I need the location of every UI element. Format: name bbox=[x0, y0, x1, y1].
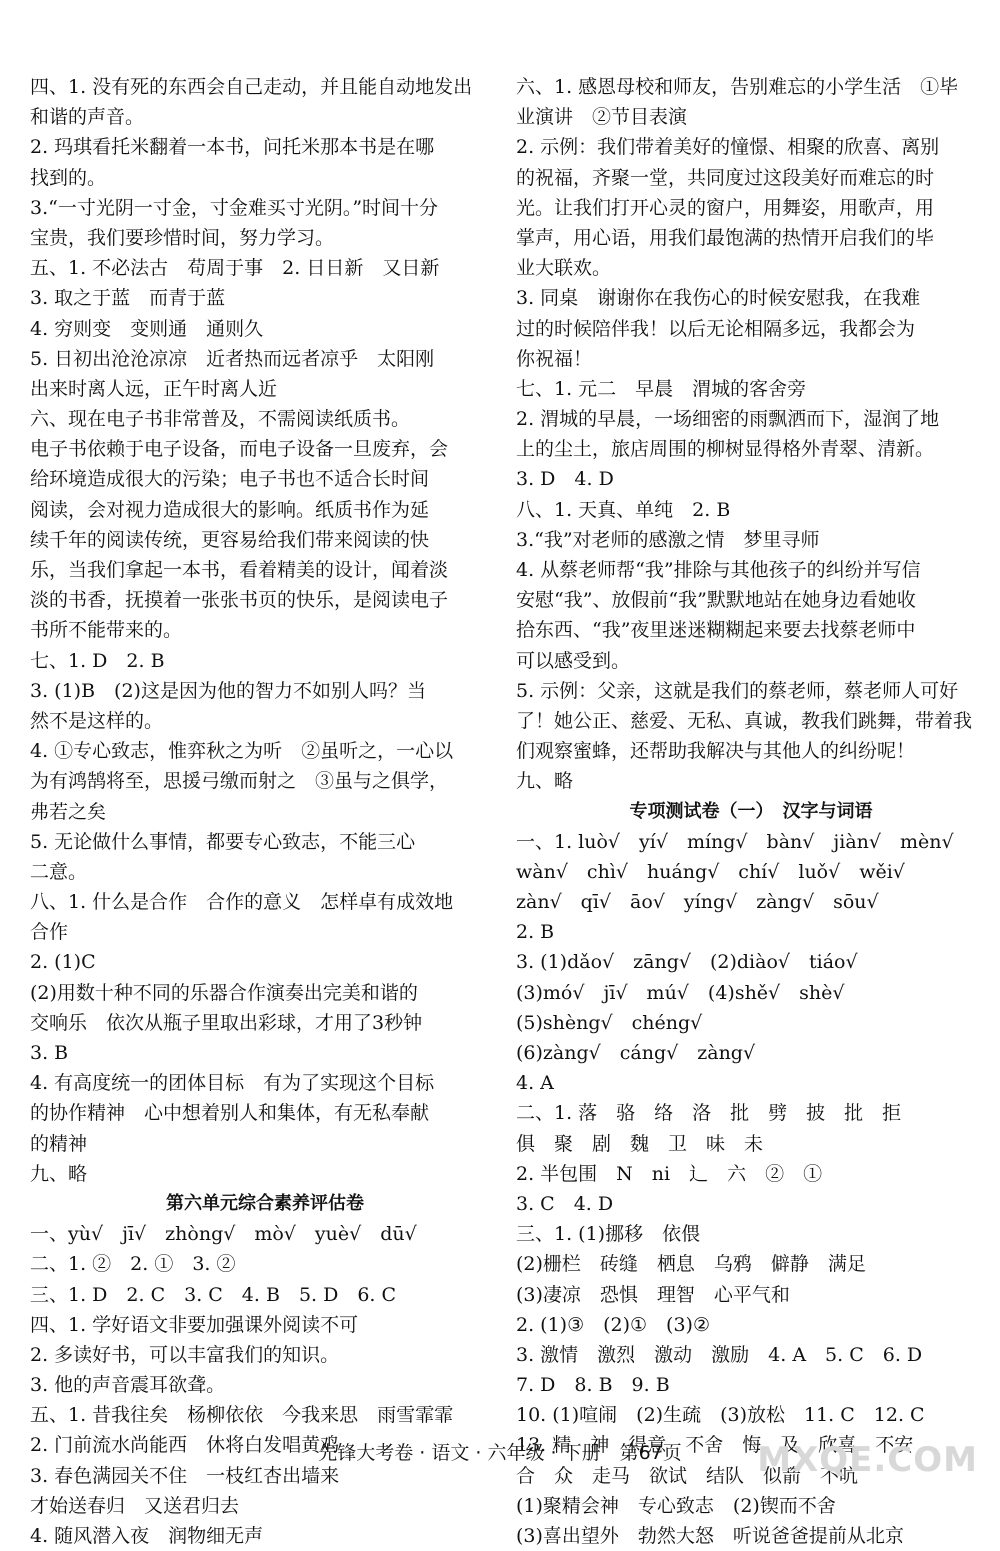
text-line: wàn√ chì√ huáng√ chí√ luǒ√ wěi√ bbox=[516, 860, 905, 883]
text-line: 二、1. 落 骆 络 洛 批 劈 披 批 拒 bbox=[516, 1102, 902, 1125]
text-line: 光。让我们打开心灵的窗户，用舞姿，用歌声，用 bbox=[516, 196, 935, 219]
text-line: 五、1. 昔我往矣 杨柳依依 今我来思 雨雪霏霏 bbox=[30, 1404, 454, 1427]
text-line: 过的时候陪伴我！以后无论相隔多远，我都会为 bbox=[516, 317, 916, 340]
text-line: 2. (1)③ (2)① (3)② bbox=[516, 1313, 711, 1336]
text-line: 3.“一寸光阴一寸金，寸金难买寸光阴。”时间十分 bbox=[30, 196, 439, 219]
text-line: 四、1. 没有死的东西会自己走动，并且能自动地发出 bbox=[30, 76, 473, 98]
text-line: 乐，当我们拿起一本书，看着精美的设计，闻着淡 bbox=[30, 559, 449, 581]
text-line: 书所不能带来的。 bbox=[30, 619, 183, 642]
text-line: 然不是这样的。 bbox=[30, 709, 164, 732]
text-line: (3)凄凉 恐惧 理智 心平气和 bbox=[516, 1283, 790, 1306]
text-line: 一、1. luò√ yí√ míng√ bàn√ jiàn√ mèn√ bbox=[516, 830, 954, 853]
text-line: 3. 他的声音震耳欲聋。 bbox=[30, 1374, 226, 1397]
text-line: 你祝福！ bbox=[516, 347, 593, 370]
text-line: 了！她公正、慈爱、无私、真诚，教我们跳舞，带着我 bbox=[516, 709, 973, 732]
text-line: 3. 同桌 谢谢你在我伤心的时候安慰我，在我难 bbox=[516, 287, 921, 310]
text-line: 2. 示例：我们带着美好的憧憬、相聚的欣喜、离别 bbox=[516, 136, 940, 159]
text-line: 给环境造成很大的污染；电子书也不适合长时间 bbox=[30, 468, 430, 491]
text-line: 3. 取之于蓝 而青于蓝 bbox=[30, 287, 226, 310]
text-line: 的精神 bbox=[30, 1132, 88, 1155]
text-line: 俱 聚 剧 魏 卫 味 未 bbox=[516, 1132, 764, 1155]
text-line: 九、略 bbox=[516, 770, 574, 793]
text-line: 3. D 4. D bbox=[516, 468, 614, 491]
text-line: 一、yù√ jī√ zhòng√ mò√ yuè√ dū√ bbox=[30, 1223, 417, 1246]
text-line: 阅读，会对视力造成很大的影响。纸质书作为延 bbox=[30, 498, 430, 521]
text-line: 4. A bbox=[516, 1072, 554, 1095]
text-line: 电子书依赖于电子设备，而电子设备一旦废弃，会 bbox=[30, 438, 449, 461]
text-line: (6)zàng√ cáng√ zàng√ bbox=[516, 1042, 756, 1064]
text-line: 3.“我”对老师的感激之情 梦里寻师 bbox=[516, 528, 820, 551]
text-line: 3. B bbox=[30, 1042, 69, 1064]
text-line: 10. (1)喧闹 (2)生疏 (3)放松 11. C 12. C bbox=[516, 1404, 925, 1427]
text-line: 4. 有高度统一的团体目标 有为了实现这个目标 bbox=[30, 1072, 435, 1095]
text-line: 2. 渭城的早晨，一场细密的雨飘洒而下，湿润了地 bbox=[516, 408, 940, 431]
text-line: 才始送春归 又送君归去 bbox=[30, 1494, 240, 1517]
text-line: 2. B bbox=[516, 921, 555, 944]
text-line: (3)喜出望外 勃然大怒 听说爸爸提前从北京 bbox=[516, 1525, 904, 1547]
text-line: 三、1. D 2. C 3. C 4. B 5. D 6. C bbox=[30, 1283, 397, 1306]
text-line: 七、1. D 2. B bbox=[30, 649, 165, 672]
text-line: 4. 从蔡老师帮“我”排除与其他孩子的纠纷并写信 bbox=[516, 559, 921, 581]
text-line: 七、1. 元二 早晨 渭城的客舍旁 bbox=[516, 377, 807, 400]
text-line: 弗若之矣 bbox=[30, 800, 107, 823]
text-line: 安慰“我”、放假前“我”默默地站在她身边看她收 bbox=[516, 589, 916, 612]
text-line: 为有鸿鹄将至，思援弓缴而射之 ③虽与之俱学， bbox=[30, 770, 449, 793]
page-footer: 先锋大考卷 · 语文 · 六年级 · 下册 第67页 bbox=[318, 1442, 682, 1464]
text-line: (5)shèng√ chéng√ bbox=[516, 1011, 703, 1034]
text-line: zàn√ qī√ āo√ yíng√ zàng√ sōu√ bbox=[516, 891, 879, 914]
text-line: 们观察蜜蜂，还帮助我解决与其他人的纠纷呢！ bbox=[516, 740, 916, 763]
text-line: 拾东西、“我”夜里迷迷糊糊起来要去找蔡老师中 bbox=[516, 619, 916, 642]
text-line: 八、1. 天真、单纯 2. B bbox=[516, 498, 731, 521]
text-line: 2. 半包围 N ni 辶 六 ② ① bbox=[516, 1162, 823, 1185]
text-line: 的协作精神 心中想着别人和集体，有无私奉献 bbox=[30, 1102, 430, 1125]
text-line: 3. 激情 激烈 激动 激励 4. A 5. C 6. D bbox=[516, 1343, 923, 1366]
text-line: 业演讲 ②节目表演 bbox=[516, 106, 688, 129]
text-line: 2. 多读好书，可以丰富我们的知识。 bbox=[30, 1343, 340, 1366]
text-line: 六、现在电子书非常普及，不需阅读纸质书。 bbox=[30, 408, 411, 431]
text-line: 的祝福，齐聚一堂，共同度过这段美好而难忘的时 bbox=[516, 166, 935, 189]
section-heading: 专项测试卷（一） 汉字与词语 bbox=[629, 800, 873, 822]
text-line: 合作 bbox=[30, 921, 69, 944]
text-line: 2. 玛琪看托米翻着一本书，问托米那本书是在哪 bbox=[30, 136, 435, 159]
text-line: 3. (1)dǎo√ zāng√ (2)diào√ tiáo√ bbox=[516, 951, 858, 974]
text-line: 出来时离人远，正午时离人近 bbox=[30, 377, 278, 400]
text-line: 四、1. 学好语文非要加强课外阅读不可 bbox=[30, 1313, 359, 1336]
text-line: 合 众 走马 欲试 结队 似箭 不吭 bbox=[516, 1464, 859, 1487]
text-line: 3. C 4. D bbox=[516, 1192, 614, 1215]
text-line: 淡的书香，抚摸着一张张书页的快乐，是阅读电子 bbox=[30, 589, 449, 612]
text-line: 5. 示例：父亲，这就是我们的蔡老师，蔡老师人可好 bbox=[516, 679, 959, 702]
text-line: 4. 穷则变 变则通 通则久 bbox=[30, 317, 264, 340]
text-line: 业大联欢。 bbox=[516, 257, 612, 280]
text-line: (2)用数十种不同的乐器合作演奏出完美和谐的 bbox=[30, 981, 418, 1004]
text-line: (3)mó√ jī√ mú√ (4)shě√ shè√ bbox=[516, 981, 845, 1004]
text-line: 找到的。 bbox=[30, 166, 107, 189]
text-line: 续千年的阅读传统，更容易给我们带来阅读的快 bbox=[30, 528, 430, 551]
text-line: 3. (1)B (2)这是因为他的智力不如别人吗？当 bbox=[30, 679, 426, 702]
text-line: 13. 精 神 得意 不舍 悔 及 欣喜 不安 bbox=[516, 1434, 914, 1457]
text-line: 2. 门前流水尚能西 休将白发唱黄鸡 bbox=[30, 1434, 340, 1457]
text-line: 八、1. 什么是合作 合作的意义 怎样卓有成效地 bbox=[30, 891, 454, 914]
text-line: 交响乐 依次从瓶子里取出彩球，才用了3秒钟 bbox=[30, 1011, 423, 1034]
text-line: 二、1. ② 2. ① 3. ② bbox=[30, 1253, 236, 1276]
right-column bbox=[516, 72, 986, 1551]
text-line: 4. ①专心致志，惟弈秋之为听 ②虽听之，一心以 bbox=[30, 740, 454, 763]
text-line: 六、1. 感恩母校和师友，告别难忘的小学生活 ①毕 bbox=[516, 76, 959, 98]
text-line: (1)聚精会神 专心致志 (2)锲而不舍 bbox=[516, 1494, 836, 1517]
text-line: 3. 春色满园关不住 一枝红杏出墙来 bbox=[30, 1464, 340, 1487]
text-line: 上的尘土，旅店周围的柳树显得格外青翠、清新。 bbox=[516, 438, 935, 461]
text-line: 5. 无论做什么事情，都要专心致志，不能三心 bbox=[30, 830, 416, 853]
watermark-logo: MXQE.COM bbox=[757, 1440, 978, 1480]
text-line: 4. 随风潜入夜 润物细无声 bbox=[30, 1525, 264, 1547]
text-line: 宝贵，我们要珍惜时间，努力学习。 bbox=[30, 226, 335, 249]
text-line: 5. 日初出沧沧凉凉 近者热而远者凉乎 太阳刚 bbox=[30, 347, 435, 370]
text-line: (2)栅栏 砖缝 栖息 乌鸦 僻静 满足 bbox=[516, 1253, 866, 1276]
text-line: 2. (1)C bbox=[30, 951, 96, 974]
text-line: 五、1. 不必法古 苟周于事 2. 日日新 又日新 bbox=[30, 257, 440, 280]
section-heading: 第六单元综合素养评估卷 bbox=[166, 1192, 364, 1214]
text-line: 可以感受到。 bbox=[516, 649, 631, 672]
text-line: 二意。 bbox=[30, 860, 88, 883]
text-line: 九、略 bbox=[30, 1162, 88, 1185]
text-line: 掌声，用心语，用我们最饱满的热情开启我们的毕 bbox=[516, 226, 935, 249]
left-column bbox=[30, 72, 500, 1551]
text-line: 和谐的声音。 bbox=[30, 106, 145, 129]
text-line: 7. D 8. B 9. B bbox=[516, 1374, 670, 1397]
text-line: 三、1. (1)挪移 依偎 bbox=[516, 1223, 701, 1246]
